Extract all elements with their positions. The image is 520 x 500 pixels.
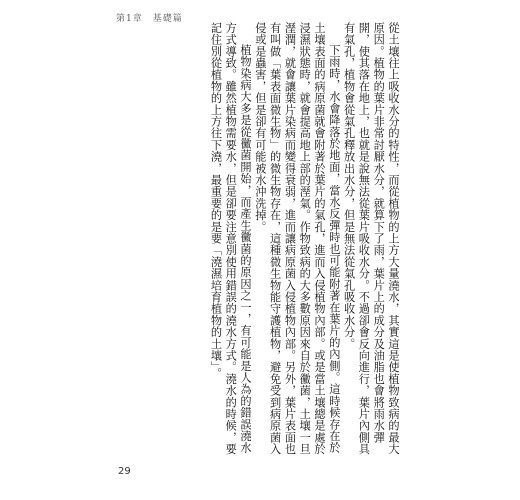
vertical-text-block: [150, 22, 400, 462]
page-number: 29: [118, 466, 131, 477]
paragraph: 植物染病大多是從黴菌開始，而產生黴菌的原因之一，有可能是人為的錯誤澆水方式導致。雖然植物需要水，但是卻要注意別使用錯誤的澆水方式。澆水的時候，要記住別從植物的上方往下澆，最重要的是要「澆濕培育植物的土壤」。: [209, 22, 253, 455]
chapter-label: 第1章: [116, 14, 143, 24]
section-label: 基礎篇: [152, 14, 183, 24]
paragraph: 從土壤往上吸收水分的特性，而從植物的上方大量澆水，其實這是使植物致病的最大原因。植物的葉片非常討厭水分，就算下了雨，葉片上的成分及油脂也會將雨水彈開，使其落在地上，也就是說無法從葉片吸收水分。不過卻會反向進行，葉片內側具有氣孔，植物會從氣孔釋放出水分，但是無法從氣孔吸收水分。: [342, 22, 400, 455]
paragraph: 下雨時，水會降落於地面，當水反彈時也可能附著在葉片的內側。這時候存在於土壤表面的病原菌就會附著於葉片的氣孔，進而入侵植物內部。或是當土壤總是處於浸濕狀態時，就會提高地上部的溼氣。作物致病的大多數原因來自於黴菌，土壤一旦溼潤，就會讓葉片染病而變得衰弱，進而讓病原菌入侵植物內部。另外，葉片表面也有叫做「葉表面微生物」的微生物存在，這種微生物能守護植物，避免受到病原菌入侵或是蟲害，但是卻有可能被水沖洗掉。: [253, 22, 341, 455]
